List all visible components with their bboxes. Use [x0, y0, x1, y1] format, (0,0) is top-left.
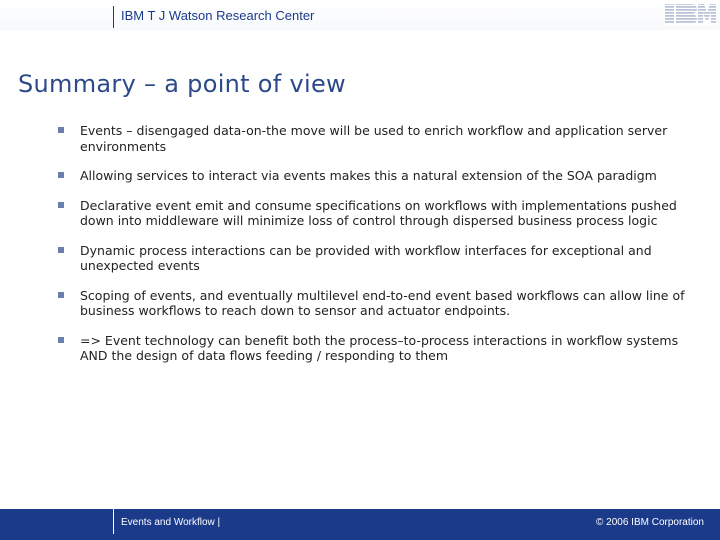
bullet-item [58, 333, 708, 364]
square-bullet-icon [58, 292, 64, 298]
header-divider [113, 6, 114, 28]
square-bullet-icon [58, 127, 64, 133]
bullet-item [58, 123, 708, 154]
header-band [0, 0, 720, 30]
slide-title: Summary – a point of view [18, 70, 346, 98]
header-org-name: IBM T J Watson Research Center [121, 8, 315, 23]
square-bullet-icon [58, 337, 64, 343]
bullet-text: Dynamic process interactions can be provided with workflow interfaces for exceptional and unexpected events [80, 242, 652, 273]
footer-copyright: © 2006 IBM Corporation [596, 517, 704, 528]
slide-header [0, 0, 720, 30]
square-bullet-icon [58, 247, 64, 253]
square-bullet-icon [58, 202, 64, 208]
bullet-list [58, 123, 708, 364]
bullet-item [58, 288, 708, 319]
bullet-text: Declarative event emit and consume specifications on workflows with implementations pushed down into middleware will minimize loss of control through dispersed business process logic [80, 197, 677, 228]
bullet-text: Scoping of events, and eventually multilevel end-to-end event based workflows can allow line of business workflows to reach down to sensor and actuator endpoints. [80, 287, 685, 318]
bullet-text: => Event technology can benefit both the process–to-process interactions in workflow systems AND the design of data flows feeding / responding to them [80, 332, 679, 363]
bullet-item [58, 243, 708, 274]
bullet-text: Events – disengaged data-on-the move will be used to enrich workflow and application server environments [80, 123, 668, 154]
slide-footer [0, 509, 720, 540]
footer-divider [113, 509, 114, 534]
footer-presentation-title: Events and Workflow | [121, 517, 221, 528]
square-bullet-icon [58, 172, 64, 178]
bullet-text: Allowing services to interact via events makes this a natural extension of the SOA paradigm [80, 168, 657, 183]
ibm-logo-icon [664, 3, 716, 25]
bullet-item [58, 198, 708, 229]
bullet-item [58, 168, 708, 184]
